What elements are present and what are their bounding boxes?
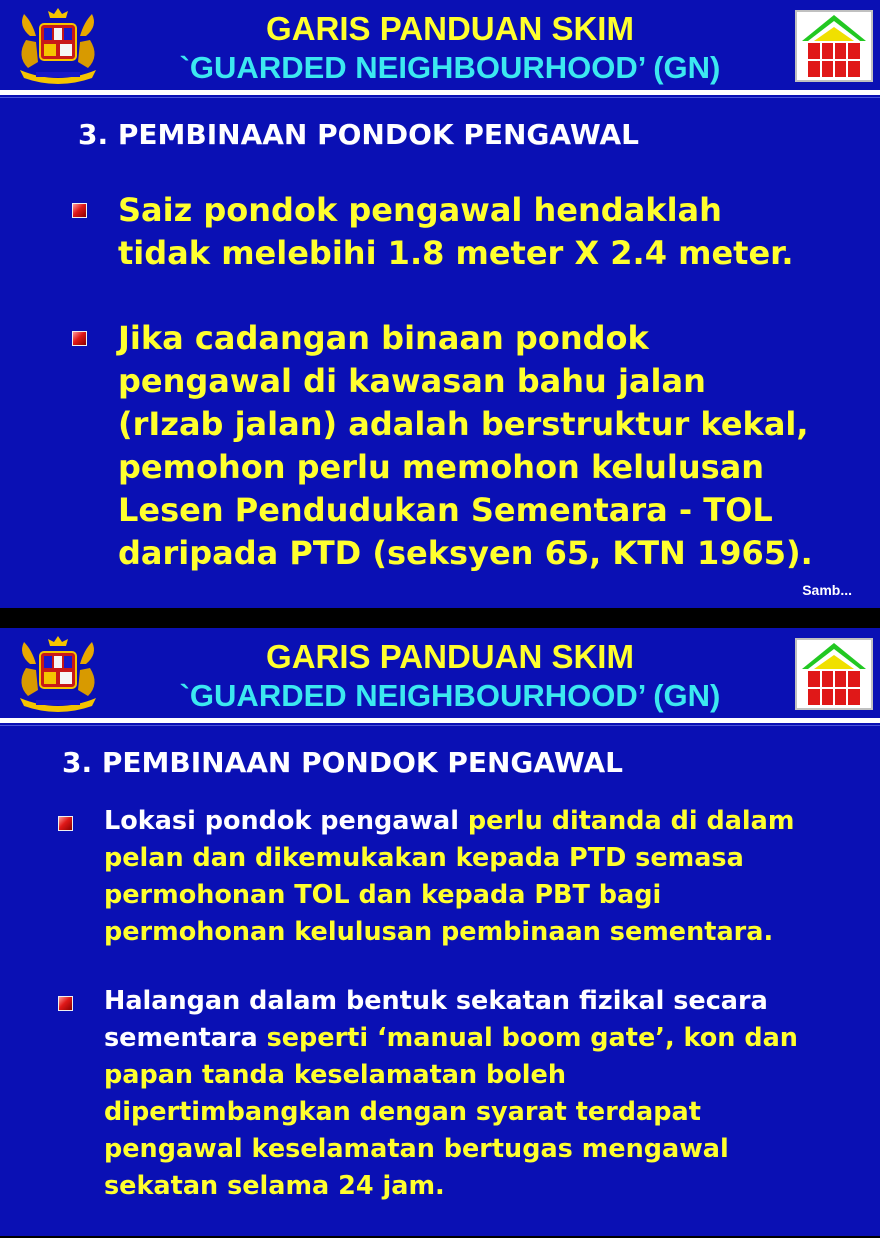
bullet-line: (rIzab jalan) adalah berstruktur kekal, xyxy=(118,405,809,443)
coat-of-arms-icon xyxy=(10,634,106,714)
bullet-text-1 xyxy=(118,189,858,275)
bullet-icon xyxy=(58,816,73,831)
house-logo-icon xyxy=(794,9,874,83)
bullet-line: pengawal keselamatan bertugas mengawal xyxy=(104,1134,729,1164)
bullet-line: tidak melebihi 1.8 meter X 2.4 meter. xyxy=(118,234,794,272)
header-divider-shadow xyxy=(0,97,880,98)
slide-title-line1: GARIS PANDUAN SKIM xyxy=(266,638,634,675)
bullet-line: pemohon perlu memohon kelulusan xyxy=(118,448,765,486)
bullet-line xyxy=(104,803,864,840)
slide-header xyxy=(0,0,880,90)
continued-label: Samb... xyxy=(802,582,852,598)
bullet-icon xyxy=(72,203,87,218)
bullet-text-2 xyxy=(104,983,864,1205)
bullet-line: dipertimbangkan dengan syarat terdapat xyxy=(104,1097,701,1127)
bullet-text-1 xyxy=(104,803,864,951)
section-heading: 3. PEMBINAAN PONDOK PENGAWAL xyxy=(62,746,623,779)
bullet-line xyxy=(104,1020,864,1057)
slide-1 xyxy=(0,0,880,608)
bullet-line: pengawal di kawasan bahu jalan xyxy=(118,362,706,400)
slide-header xyxy=(0,628,880,718)
bullet-line: Lesen Pendudukan Sementara - TOL xyxy=(118,491,773,529)
bullet-line: permohonan kelulusan pembinaan sementara. xyxy=(104,917,774,947)
bullet-icon xyxy=(58,996,73,1011)
bullet-line: daripada PTD (seksyen 65, KTN 1965). xyxy=(118,534,813,572)
bullet-line-white: Halangan dalam bentuk sekatan fizikal secara xyxy=(104,986,768,1016)
slide-title-line2: `GUARDED NEIGHBOURHOOD’ (GN) xyxy=(179,50,721,85)
slide-2 xyxy=(0,628,880,1236)
bullet-line: permohonan TOL dan kepada PBT bagi xyxy=(104,880,662,910)
bullet-line-white: Lokasi pondok pengawal xyxy=(104,806,468,836)
header-divider xyxy=(0,718,880,723)
bullet-line-yellow: perlu ditanda di dalam xyxy=(467,806,795,836)
coat-of-arms-icon xyxy=(10,6,106,86)
header-divider xyxy=(0,90,880,95)
bullet-icon xyxy=(72,331,87,346)
bullet-line: sekatan selama 24 jam. xyxy=(104,1171,445,1201)
bullet-line: Saiz pondok pengawal hendaklah xyxy=(118,191,722,229)
bullet-line: Jika cadangan binaan pondok xyxy=(118,319,649,357)
bullet-line: pelan dan dikemukakan kepada PTD semasa xyxy=(104,843,744,873)
header-divider-shadow xyxy=(0,725,880,726)
slide-title-line1: GARIS PANDUAN SKIM xyxy=(266,10,634,47)
bullet-line-white: sementara xyxy=(104,1023,267,1053)
bullet-line: papan tanda keselamatan boleh xyxy=(104,1060,567,1090)
slide-title-line2: `GUARDED NEIGHBOURHOOD’ (GN) xyxy=(179,678,721,713)
section-heading: 3. PEMBINAAN PONDOK PENGAWAL xyxy=(78,118,639,151)
house-logo-icon xyxy=(794,637,874,711)
bullet-line-yellow: seperti ‘manual boom gate’, kon dan xyxy=(266,1023,798,1053)
bullet-text-2 xyxy=(118,317,858,575)
